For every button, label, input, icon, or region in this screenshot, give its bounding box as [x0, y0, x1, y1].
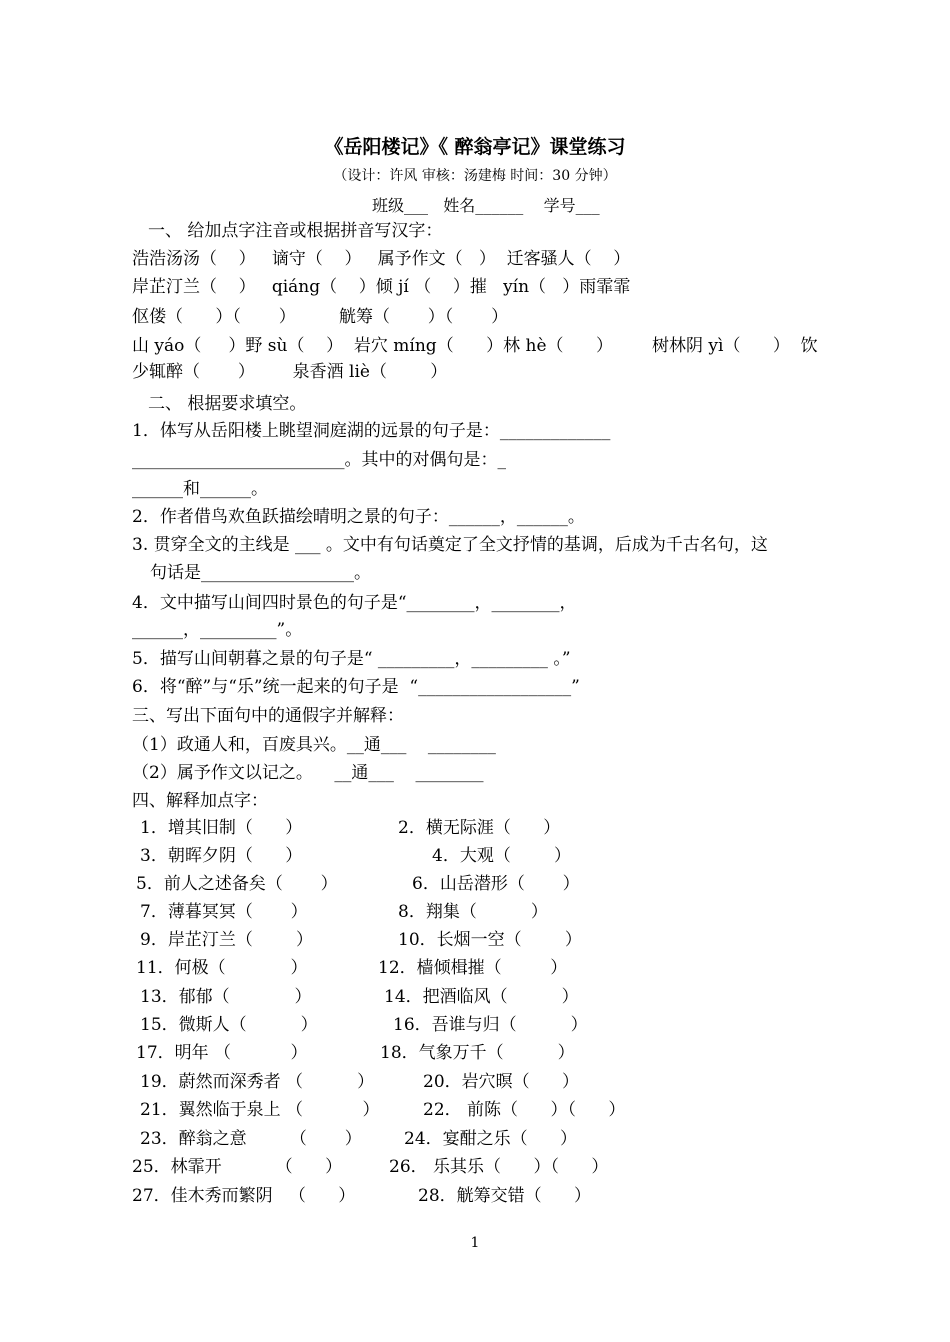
- list-item: 13．郁郁（ ）: [140, 987, 312, 1007]
- s3-q1: （1）政通人和，百废具兴。__通___ ________: [132, 735, 496, 755]
- s1-line2: 岸芷汀兰（ ） qiáng（ ）倾 jí （ ）摧 yín（ ）雨霏霏: [132, 277, 631, 297]
- list-item: 8．翔集（ ）: [398, 902, 548, 922]
- list-item: 7．薄暮冥冥（ ）: [140, 902, 308, 922]
- list-item: 28．觥筹交错（ ）: [418, 1186, 592, 1206]
- s2-q4b: ______，_________”。: [132, 620, 303, 640]
- s2-q4a: 4．文中描写山间四时景色的句子是“________，________，: [132, 593, 577, 613]
- s1-line4-right: 树林阴 yì（ ） 饮: [652, 336, 818, 356]
- list-item: 18．气象万千（ ）: [380, 1043, 575, 1063]
- section1-heading: 一、 给加点字注音或根据拼音写汉字：: [148, 221, 443, 241]
- s2-q2: 2．作者借鸟欢鱼跃描绘晴明之景的句子：______，______。: [132, 507, 585, 527]
- list-item: 27．佳木秀而繁阴 （ ）: [132, 1186, 356, 1206]
- section2-heading: 二、 根据要求填空。: [148, 394, 307, 414]
- list-item: 2．横无际涯（ ）: [398, 818, 561, 838]
- s1-line3: 伛偻（ ）（ ） 觥筹（ ）（ ）: [132, 307, 509, 327]
- s1-line5: 少辄醉（ ） 泉香酒 liè（ ）: [132, 362, 448, 382]
- list-item: 16．吾谁与归（ ）: [393, 1015, 588, 1035]
- page-number: 1: [470, 1235, 480, 1251]
- section3-heading: 三、写出下面句中的通假字并解释：: [132, 706, 404, 726]
- s1-line4: 山 yáo（ ）野 sù（ ） 岩穴 míng（ ）林 hè（ ）: [132, 336, 613, 356]
- list-item: 24．宴酣之乐（ ）: [404, 1129, 578, 1149]
- list-item: 10．长烟一空（ ）: [398, 930, 582, 950]
- list-item: 3．朝晖夕阴（ ）: [140, 846, 303, 866]
- list-item: 12．樯倾楫摧（ ）: [378, 958, 568, 978]
- s1-line1: 浩浩汤汤（ ） 谪守（ ） 属予作文（ ） 迁客骚人（ ）: [132, 249, 631, 269]
- s2-q6: 6．将“醉”与“乐”统一起来的句子是 “__________________”: [132, 677, 580, 697]
- document-subtitle: （设计：许风 审核：汤建梅 时间：30 分钟）: [333, 168, 617, 184]
- list-item: 6．山岳潜形（ ）: [412, 874, 580, 894]
- list-item: 11．何极（ ）: [136, 958, 308, 978]
- s2-q5: 5．描写山间朝暮之景的句子是“ _________，_________ 。”: [132, 649, 571, 669]
- list-item: 5．前人之述备矣（ ）: [136, 874, 338, 894]
- student-info-line: 班级___ 姓名______ 学号___: [372, 196, 600, 215]
- s2-q1b: _________________________。其中的对偶句是：_: [132, 450, 506, 470]
- list-item: 21．翼然临于泉上 （ ）: [140, 1100, 380, 1120]
- list-item: 26． 乐其乐（ ）（ ）: [389, 1157, 609, 1177]
- list-item: 19．蔚然而深秀者 （ ）: [140, 1072, 375, 1092]
- list-item: 22． 前陈（ ）（ ）: [423, 1100, 626, 1120]
- section4-heading: 四、解释加点字：: [132, 791, 268, 811]
- list-item: 9．岸芷汀兰（ ）: [140, 930, 314, 950]
- s2-q3a: 3. 贯穿全文的主线是 ___ 。文中有句话奠定了全文抒情的基调，后成为千古名句，这: [132, 535, 768, 555]
- list-item: 14．把酒临风（ ）: [384, 987, 579, 1007]
- s3-q2: （2）属予作文以记之。 __通___ ________: [132, 763, 484, 783]
- list-item: 1．增其旧制（ ）: [140, 818, 303, 838]
- list-item: 20．岩穴暝（ ）: [423, 1072, 580, 1092]
- s2-q3b: 句话是__________________。: [150, 563, 371, 583]
- list-item: 15．微斯人（ ）: [140, 1015, 318, 1035]
- list-item: 23．醉翁之意 （ ）: [140, 1129, 362, 1149]
- list-item: 25．林霏开 （ ）: [132, 1157, 343, 1177]
- list-item: 17．明年 （ ）: [136, 1043, 308, 1063]
- document-title: 《岳阳楼记》《 醉翁亭记》课堂练习: [324, 136, 626, 158]
- s2-q1a: 1．体写从岳阳楼上眺望洞庭湖的远景的句子是：_____________: [132, 421, 611, 441]
- list-item: 4．大观（ ）: [432, 846, 572, 866]
- s2-q1c: ______和______。: [132, 479, 268, 499]
